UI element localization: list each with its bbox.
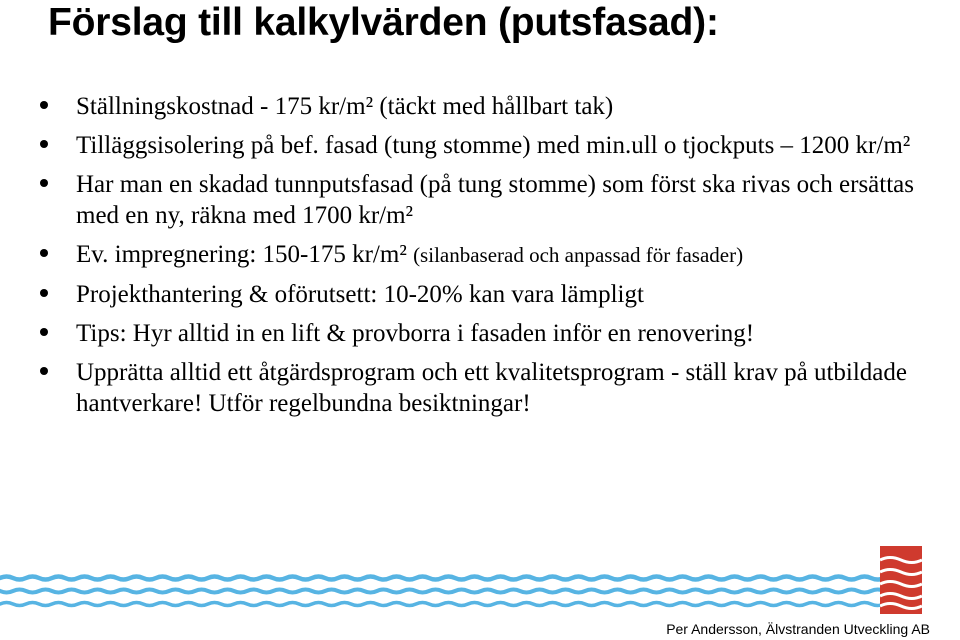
bullet-item (40, 91, 940, 122)
bullet-item (40, 318, 940, 349)
bullet-text: Har man en skadad tunnputsfasad (på tung stomme) som först ska rivas och ersättas med en ny, räkna med 1700 kr/m² (76, 171, 914, 229)
bullet-text: Tilläggsisolering på bef. fasad (tung stomme) med min.ull o tjockputs – 1200 kr/m² (76, 132, 911, 159)
bullet-dot-icon (40, 289, 48, 297)
bullet-item (40, 169, 940, 231)
bullet-note: (silanbaserad och anpassad för fasader) (413, 243, 744, 267)
bullet-text: Ev. impregnering: 150-175 kr/m² (76, 241, 407, 268)
bullet-dot-icon (40, 179, 48, 187)
bullet-item (40, 130, 940, 161)
bullet-dot-icon (40, 249, 48, 257)
bullet-text: Projekthantering & oförutsett: 10-20% kan vara lämpligt (76, 281, 644, 308)
bullet-item (40, 239, 940, 271)
wave-stripe (0, 603, 880, 606)
bullet-dot-icon (40, 328, 48, 336)
footer-author: Per Andersson, Älvstranden Utveckling AB (666, 621, 930, 637)
bullet-dot-icon (40, 140, 48, 148)
bullet-dot-icon (40, 101, 48, 109)
bullet-text: Tips: Hyr alltid in en lift & provborra i fasaden inför en renovering! (76, 320, 755, 347)
slide-title: Förslag till kalkylvärden (putsfasad): (48, 1, 719, 44)
bullet-dot-icon (40, 367, 48, 375)
bullet-text: Ställningskostnad - 175 kr/m² (täckt med hållbart tak) (76, 93, 614, 120)
alvstranden-logo-icon (880, 546, 922, 614)
wave-stripe (0, 577, 880, 580)
wave-stripe (0, 590, 880, 593)
bullet-list (40, 91, 940, 427)
water-waves-icon (0, 569, 880, 615)
bullet-item (40, 279, 940, 310)
bullet-item (40, 357, 940, 419)
bullet-text: Upprätta alltid ett åtgärdsprogram och ett kvalitetsprogram - ställ krav på utbildade hantverkare! Utför regelbundna besiktningar! (76, 359, 907, 417)
